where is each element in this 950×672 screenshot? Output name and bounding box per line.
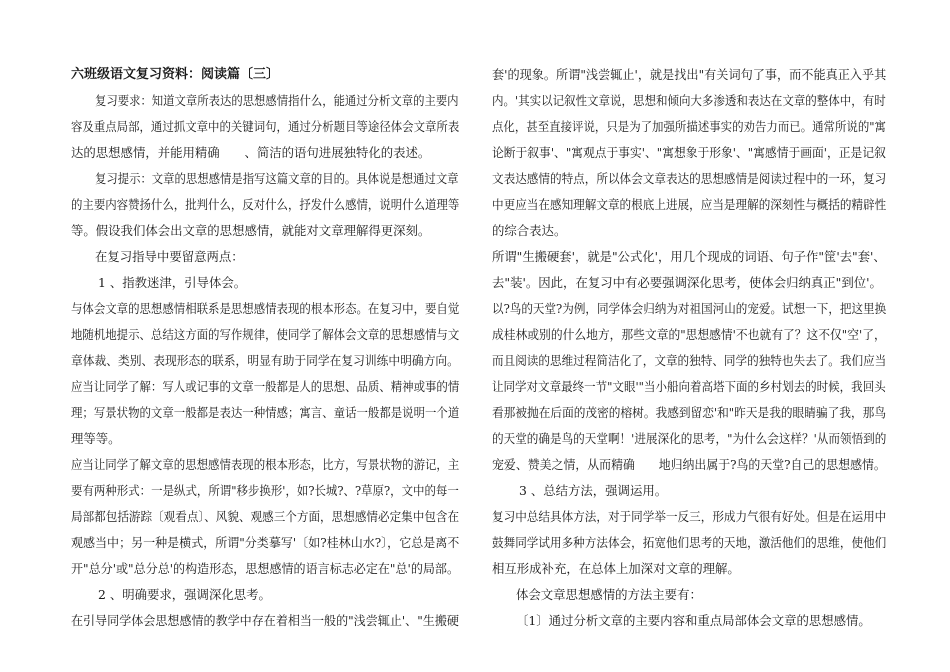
section-heading: 3 、总结方法，强调运用。	[519, 483, 668, 498]
text-line: 容及重点局部，通过抓文章中的关键词句，通过分析题目等途径体会文章所表	[71, 119, 460, 134]
text-line: 开"总分'或"总分总'的构造形态，思想感情的语言标志必定在"总'的局部。	[71, 561, 460, 576]
text-line: 体会文章思想感情的方法主要有：	[516, 587, 702, 602]
text-line: 观感当中；另一种是横式，所谓"分类摹写'〔如?桂林山水?〕，它总是离不	[71, 535, 460, 550]
text-line: 应当让同学了解文章的思想感情表现的根本形态，比方，写景状物的游记，主	[71, 457, 460, 472]
section-heading: 1 、指教迷津，引导体会。	[98, 275, 247, 290]
text-line: 套'的现象。所谓"浅尝辄止'，就是找出"有关词句了事，而不能真正入乎其	[492, 67, 887, 82]
text-line: 去"装'。因此，在复习中有必要强调深化思考，使体会归纳真正"到位'。	[492, 275, 882, 290]
text-line: 应当让同学了解：写人或记事的文章一般都是人的思想、品质、精神或事的情	[71, 379, 460, 394]
text-line: 鼓舞同学试用多种方法体会，拓宽他们思考的天地，激活他们的思维，使他们	[492, 535, 887, 550]
text-line: 地随机地提示、总结这方面的写作规律，使同学了解体会文章的思想感情与文	[71, 327, 460, 342]
text-line: 宠爱、赞美之情，从而精确 地归纳出属于?鸟的天堂?自己的思想感情。	[492, 457, 886, 472]
text-line: 与体会文章的思想感情相联系是思想感情表现的根本形态。在复习中，要自觉	[71, 301, 460, 316]
text-line: 所谓"生搬硬套'，就是"公式化'，用几个现成的词语、句子作"筐'去"套'、	[492, 249, 886, 264]
text-line: 的综合表达。	[492, 223, 567, 238]
text-line: 让同学对文章最终一节"文眼'"当小船向着高塔下面的乡村划去的时候，我回头	[492, 379, 886, 394]
text-line: 在引导同学体会思想感情的教学中存在着相当一般的"浅尝辄止'、"生搬硬	[71, 613, 459, 628]
text-line: 在复习指导中要留意两点：	[95, 249, 244, 264]
text-line: 点化，甚至直接评说，只是为了加强所描述事实的劝告力而已。通常所说的"寓	[492, 119, 886, 134]
text-line: 局部都包括游踪〔观看点〕、风貌、观感三个方面，思想感情必定集中包含在	[71, 509, 460, 524]
text-line: 复习要求：知道文章所表达的思想感情指什么，能通过分析文章的主要内	[95, 93, 459, 108]
text-line: 的主要内容赞扬什么，批判什么，反对什么，抒发什么感情，说明什么道理等	[71, 197, 460, 212]
text-line: 成桂林或别的什么地方，那些文章的"思想感情'不也就有了？这不仅"空'了，	[492, 327, 886, 342]
text-line: 复习中总结具体方法，对于同学举一反三，形成力气很有好处。但是在运用中	[492, 509, 887, 524]
text-line: 的天堂的确是鸟的天堂啊！'进展深化的思考，"为什么会这样？'从而领悟到的	[492, 431, 887, 446]
text-line: 而且阅读的思维过程简洁化了，文章的独特、同学的独特也失去了。我们应当	[492, 353, 887, 368]
text-line: 复习提示：文章的思想感情是指写这篇文章的目的。具体说是想通过文章	[95, 171, 459, 186]
text-line: 等。假设我们体会出文章的思想感情，就能对文章理解得更深刻。	[71, 223, 431, 238]
text-line: 要有两种形式：一是纵式，所谓"移步换形'，如?长城?、?草原?，文中的每一	[71, 483, 459, 498]
text-line: 以?鸟的天堂?为例，同学体会归纳为对祖国河山的宠爱。试想一下，把这里换	[492, 301, 887, 316]
text-line: 理等等。	[71, 431, 121, 446]
text-line: 〔1〕通过分析文章的主要内容和重点局部体会文章的思想感情。	[516, 613, 871, 628]
text-line: 相互形成补充，在总体上加深对文章的理解。	[492, 561, 740, 576]
text-line: 达的思想感情，并能用精确 、简洁的语句进展独特化的表述。	[71, 145, 431, 160]
text-line: 中更应当在感知理解文章的根底上进展，应当是理解的深刻性与概括的精辟性	[492, 197, 887, 212]
section-heading: 2 、明确要求，强调深化思考。	[98, 587, 271, 602]
text-line: 章体裁、类别、表现形态的联系，明显有助于同学在复习训练中明确方向。	[71, 353, 459, 368]
text-line: 看那被抛在后面的茂密的榕树。我感到留恋'和"昨天是我的眼睛骗了我，那鸟	[492, 405, 886, 420]
text-line: 文表达感情的特点，所以体会文章表达的思想感情是阅读过程中的一环，复习	[492, 171, 887, 186]
document-title: 六班级语文复习资料：阅读篇〔三〕	[71, 67, 280, 82]
text-line: 内。'其实以记叙性文章说，思想和倾向大多渗透和表达在文章的整体中，有时	[492, 93, 886, 108]
text-line: 论断于叙事'、"寓观点于事实'、"寓想象于形象'、"寓感情于画面'，正是记叙	[492, 145, 886, 160]
text-line: 理；写景状物的文章一般都是表达一种情感；寓言、童话一般都是说明一个道	[71, 405, 460, 420]
